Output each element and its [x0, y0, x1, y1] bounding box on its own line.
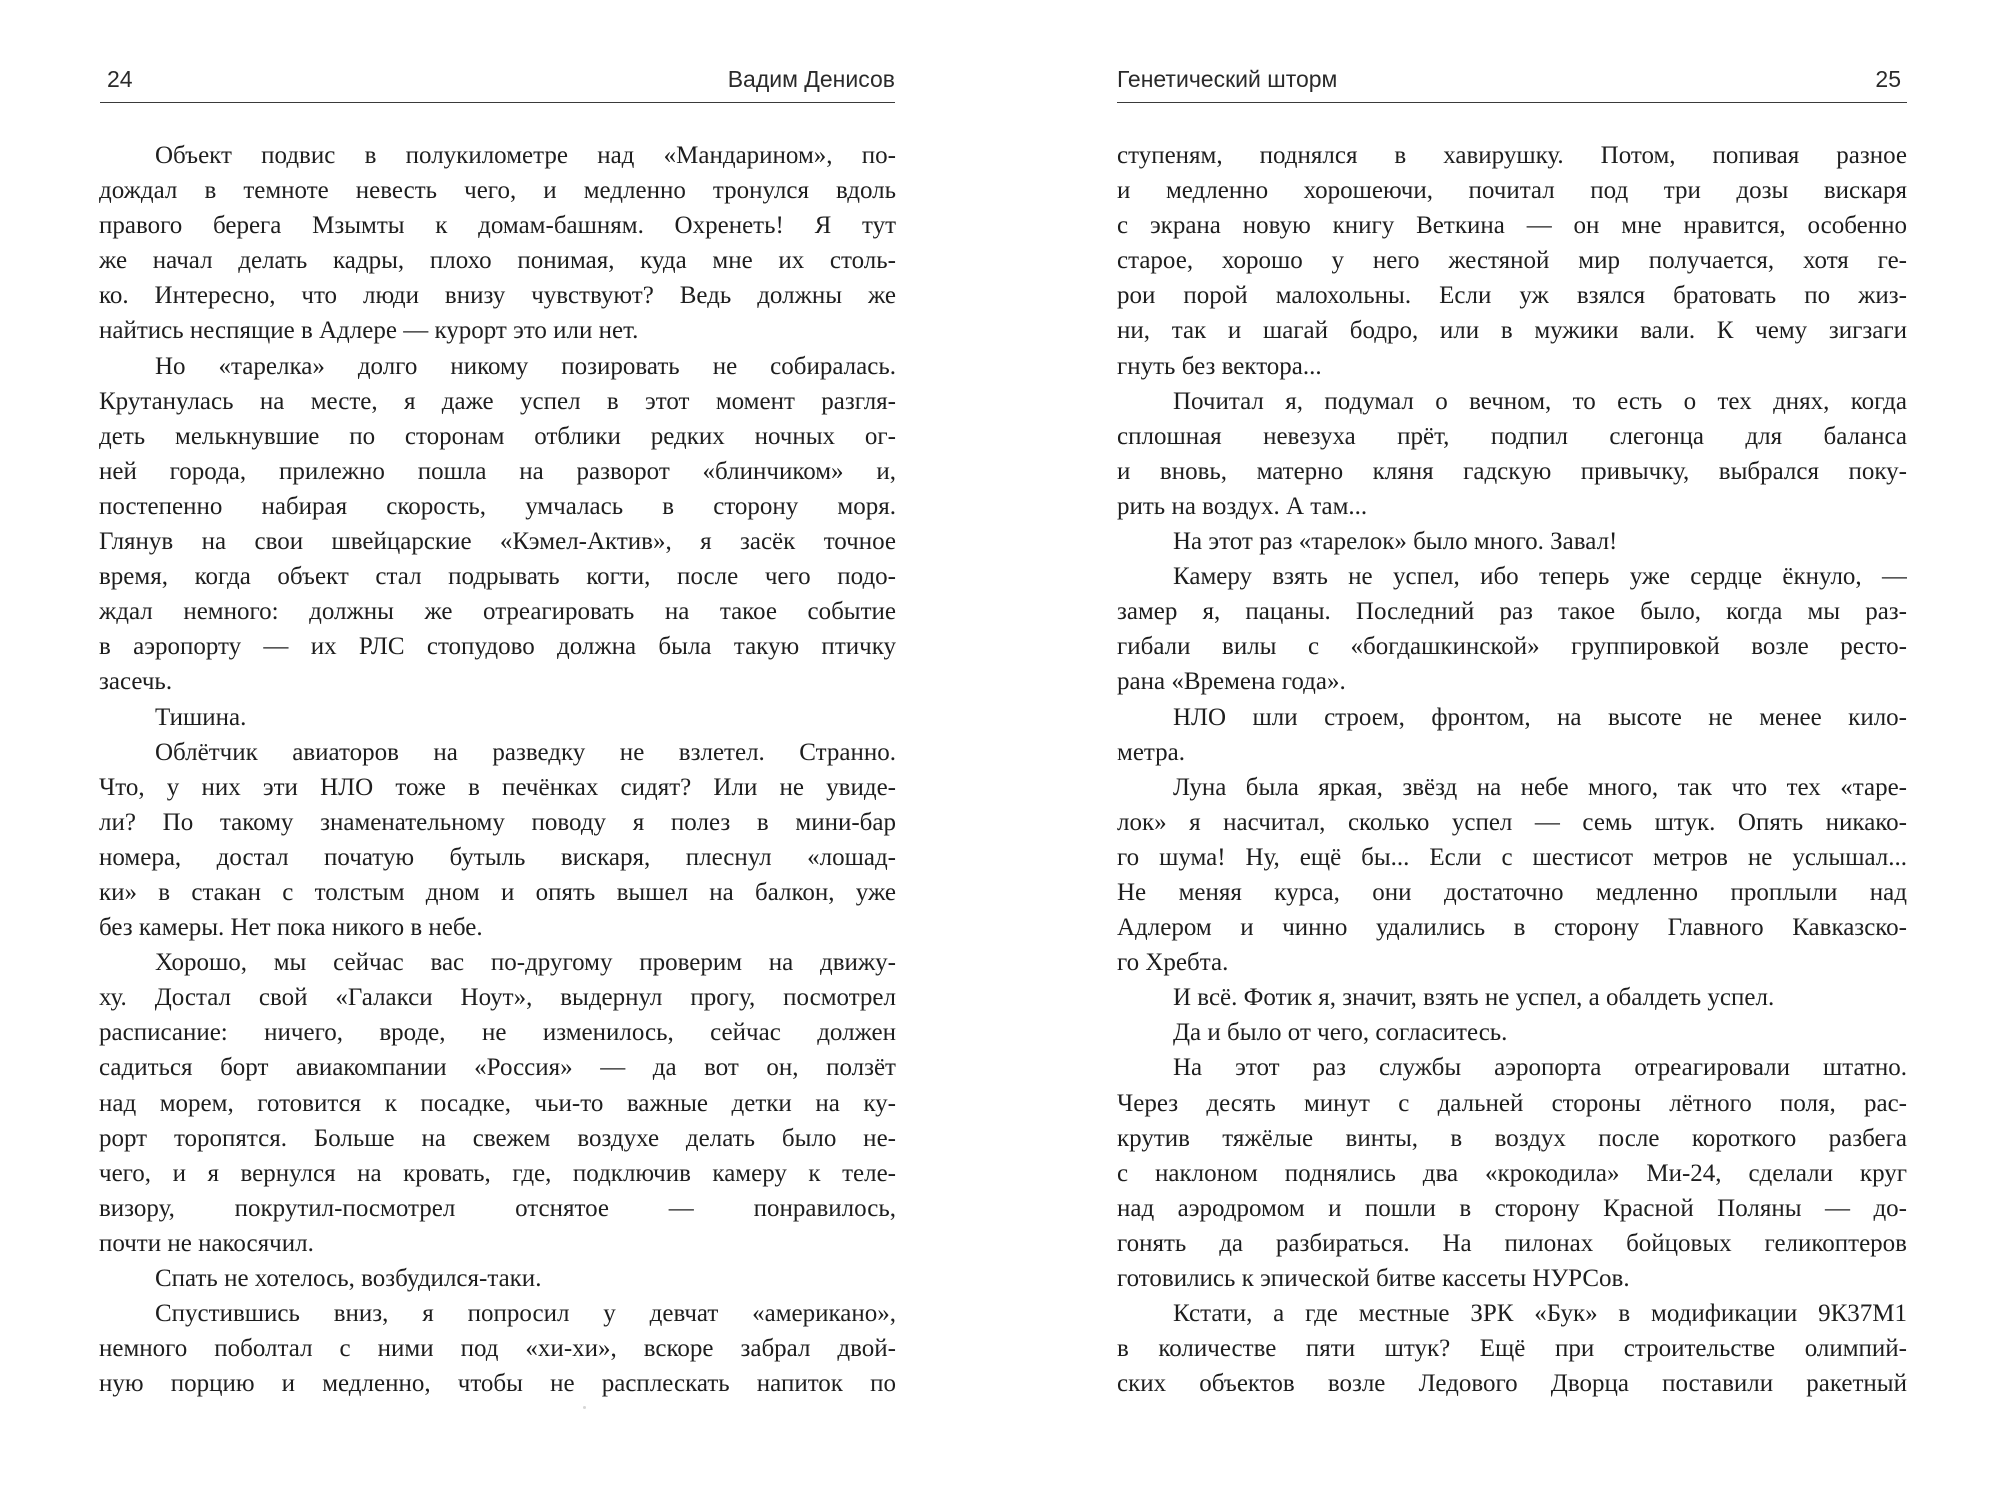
print-speck: [583, 1406, 586, 1409]
text-line: гибали вилы с «богдашкинской» группировкой возле ресто-: [1117, 633, 1907, 661]
text-line: го Хребта.: [1117, 949, 1229, 977]
text-line: в аэропорту — их РЛС стопудово должна была такую птичку: [99, 633, 896, 661]
text-line: дождал в темноте невесть чего, и медленно тронулся вдоль: [99, 177, 896, 205]
text-line: Не меняя курса, они достаточно медленно проплыли над: [1117, 878, 1907, 906]
text-line: Луна была яркая, звёзд на небе много, так что тех «таре-: [1173, 773, 1907, 801]
text-line: ху. Достал свой «Галакси Ноут», выдернул прогу, посмотрел: [99, 984, 896, 1012]
text-line: ли? По такому знаменательному поводу я полез в мини-бар: [99, 808, 896, 836]
text-line: и вновь, матерно кляня гадскую привычку, выбрался поку-: [1117, 457, 1907, 485]
text-line: Глянув на свои швейцарские «Кэмел-Актив», я засёк точное: [99, 528, 896, 556]
text-line: над морем, готовится к посадке, чьи-то важные детки на ку-: [99, 1089, 896, 1117]
text-line: садиться борт авиакомпании «Россия» — да вот он, ползёт: [99, 1054, 896, 1082]
text-line: Что, у них эти НЛО тоже в печёнках сидят? Или не увиде-: [99, 773, 896, 801]
text-line: в количестве пяти штук? Ещё при строительстве олимпий-: [1117, 1335, 1907, 1363]
text-line: время, когда объект стал подрывать когти, после чего подо-: [99, 563, 896, 591]
text-line: НЛО шли строем, фронтом, на высоте не менее кило-: [1173, 703, 1907, 731]
text-line: ждал немного: должны же отреагировать на такое событие: [99, 598, 896, 626]
text-line: ную порцию и медленно, чтобы не расплескать напиток по: [99, 1370, 896, 1398]
text-line: постепенно набирая скорость, умчалась в сторону моря.: [99, 492, 896, 520]
text-line: Крутанулась на месте, я даже успел в этот момент разгля-: [99, 387, 896, 415]
running-title: Генетический шторм: [1117, 66, 1338, 92]
text-line: Через десять минут с дальней стороны лётного поля, рас-: [1117, 1089, 1907, 1117]
text-line: без камеры. Нет пока никого в небе.: [99, 914, 483, 942]
text-line: Да и было от чего, согласитесь.: [1173, 1019, 1508, 1047]
text-line: ки» в стакан с толстым дном и опять вышел на балкон, уже: [99, 878, 896, 906]
text-line: Облётчик авиаторов на разведку не взлетел. Странно.: [155, 738, 896, 766]
text-line: чего, и я вернулся на кровать, где, подключив камеру к теле-: [99, 1159, 896, 1187]
text-line: же начал делать кадры, плохо понимая, куда мне их столь-: [99, 247, 896, 275]
text-line: рана «Времена года».: [1117, 668, 1346, 696]
text-line: и медленно хорошеючи, почитал под три дозы вискаря: [1117, 177, 1907, 205]
left-page-text: [99, 138, 896, 1401]
text-line: старое, хорошо у него жестяной мир получается, хотя ге-: [1117, 247, 1907, 275]
text-line: Камеру взять не успел, ибо теперь уже сердце ёкнуло, —: [1173, 563, 1907, 591]
text-line: рорт торопятся. Больше на свежем воздухе делать было не-: [99, 1124, 896, 1152]
running-title: Вадим Денисов: [727, 66, 895, 92]
text-line: деть мелькнувшие по сторонам отблики редких ночных ог-: [99, 422, 896, 450]
text-line: номера, достал початую бутыль вискаря, плеснул «лошад-: [99, 843, 896, 871]
text-line: засечь.: [99, 668, 173, 696]
text-line: рои порой малохольны. Если уж взялся братовать по жиз-: [1117, 282, 1907, 310]
text-line: рить на воздух. А там...: [1117, 492, 1368, 520]
text-line: над аэродромом и пошли в сторону Красной Поляны — до-: [1117, 1194, 1907, 1222]
right-page: [1000, 0, 2000, 1494]
text-line: ступеням, поднялся в хавирушку. Потом, попивая разное: [1117, 142, 1907, 169]
text-line: Хорошо, мы сейчас вас по-другому проверим на движу-: [155, 949, 896, 977]
text-line: почти не накосячил.: [99, 1229, 314, 1257]
text-line: метра.: [1117, 738, 1185, 766]
text-line: правого берега Мзымты к домам-башням. Охренеть! Я тут: [99, 212, 896, 240]
text-line: расписание: ничего, вроде, не изменилось, сейчас должен: [99, 1019, 896, 1047]
text-line: Почитал я, подумал о вечном, то есть о тех днях, когда: [1173, 387, 1907, 415]
left-page-header: [100, 62, 895, 103]
text-line: ских объектов возле Ледового Дворца поставили ракетный: [1117, 1370, 1907, 1398]
text-line: крутив тяжёлые винты, в воздух после короткого разбега: [1117, 1124, 1907, 1152]
text-line: ней города, прилежно пошла на разворот «блинчиком» и,: [99, 457, 896, 485]
page-number: 25: [1875, 66, 1901, 92]
text-line: гнуть без вектора...: [1117, 352, 1322, 380]
text-line: го шума! Ну, ещё бы... Если с шестисот метров не услышал...: [1117, 843, 1907, 871]
text-line: визору, покрутил-посмотрел отснятое — понравилось,: [99, 1194, 896, 1222]
text-line: немного поболтал с ними под «хи-хи», вскоре забрал двой-: [99, 1335, 896, 1363]
text-line: ни, так и шагай бодро, или в мужики вали. К чему зигзаги: [1117, 317, 1907, 345]
text-line: И всё. Фотик я, значит, взять не успел, а обалдеть успел.: [1173, 984, 1775, 1012]
text-line: готовились к эпической битве кассеты НУРСов.: [1117, 1265, 1630, 1292]
text-line: Тишина.: [155, 703, 247, 731]
text-line: с наклоном поднялись два «крокодила» Ми-24, сделали круг: [1117, 1159, 1907, 1187]
text-line: Адлером и чинно удалились в сторону Главного Кавказско-: [1117, 914, 1907, 942]
text-line: Объект подвис в полукилометре над «Мандарином», по-: [155, 142, 896, 169]
text-line: Кстати, а где местные ЗРК «Бук» в модификации 9К37М1: [1173, 1300, 1907, 1328]
text-line: ко. Интересно, что люди внизу чувствуют? Ведь должны же: [99, 282, 896, 310]
page-number: 24: [107, 66, 133, 92]
text-line: Спать не хотелось, возбудился-таки.: [155, 1265, 542, 1292]
right-page-header: [1117, 62, 1907, 103]
right-page-text: [1117, 138, 1907, 1401]
text-line: На этот раз службы аэропорта отреагировали штатно.: [1173, 1054, 1907, 1082]
text-line: сплошная невезуха прёт, подпил слегонца для баланса: [1117, 422, 1907, 450]
text-line: На этот раз «тарелок» было много. Завал!: [1173, 528, 1618, 556]
text-line: найтись неспящие в Адлере — курорт это или нет.: [99, 317, 639, 345]
text-line: Но «тарелка» долго никому позировать не собиралась.: [155, 352, 896, 380]
text-line: с экрана новую книгу Веткина — он мне нравится, особенно: [1117, 212, 1907, 240]
text-line: Спустившись вниз, я попросил у девчат «американо»,: [155, 1300, 896, 1328]
text-line: лок» я насчитал, сколько успел — семь штук. Опять никако-: [1117, 808, 1907, 836]
text-line: гонять да разбираться. На пилонах бойцовых геликоптеров: [1117, 1229, 1907, 1257]
text-line: замер я, пацаны. Последний раз такое было, когда мы раз-: [1117, 598, 1907, 626]
